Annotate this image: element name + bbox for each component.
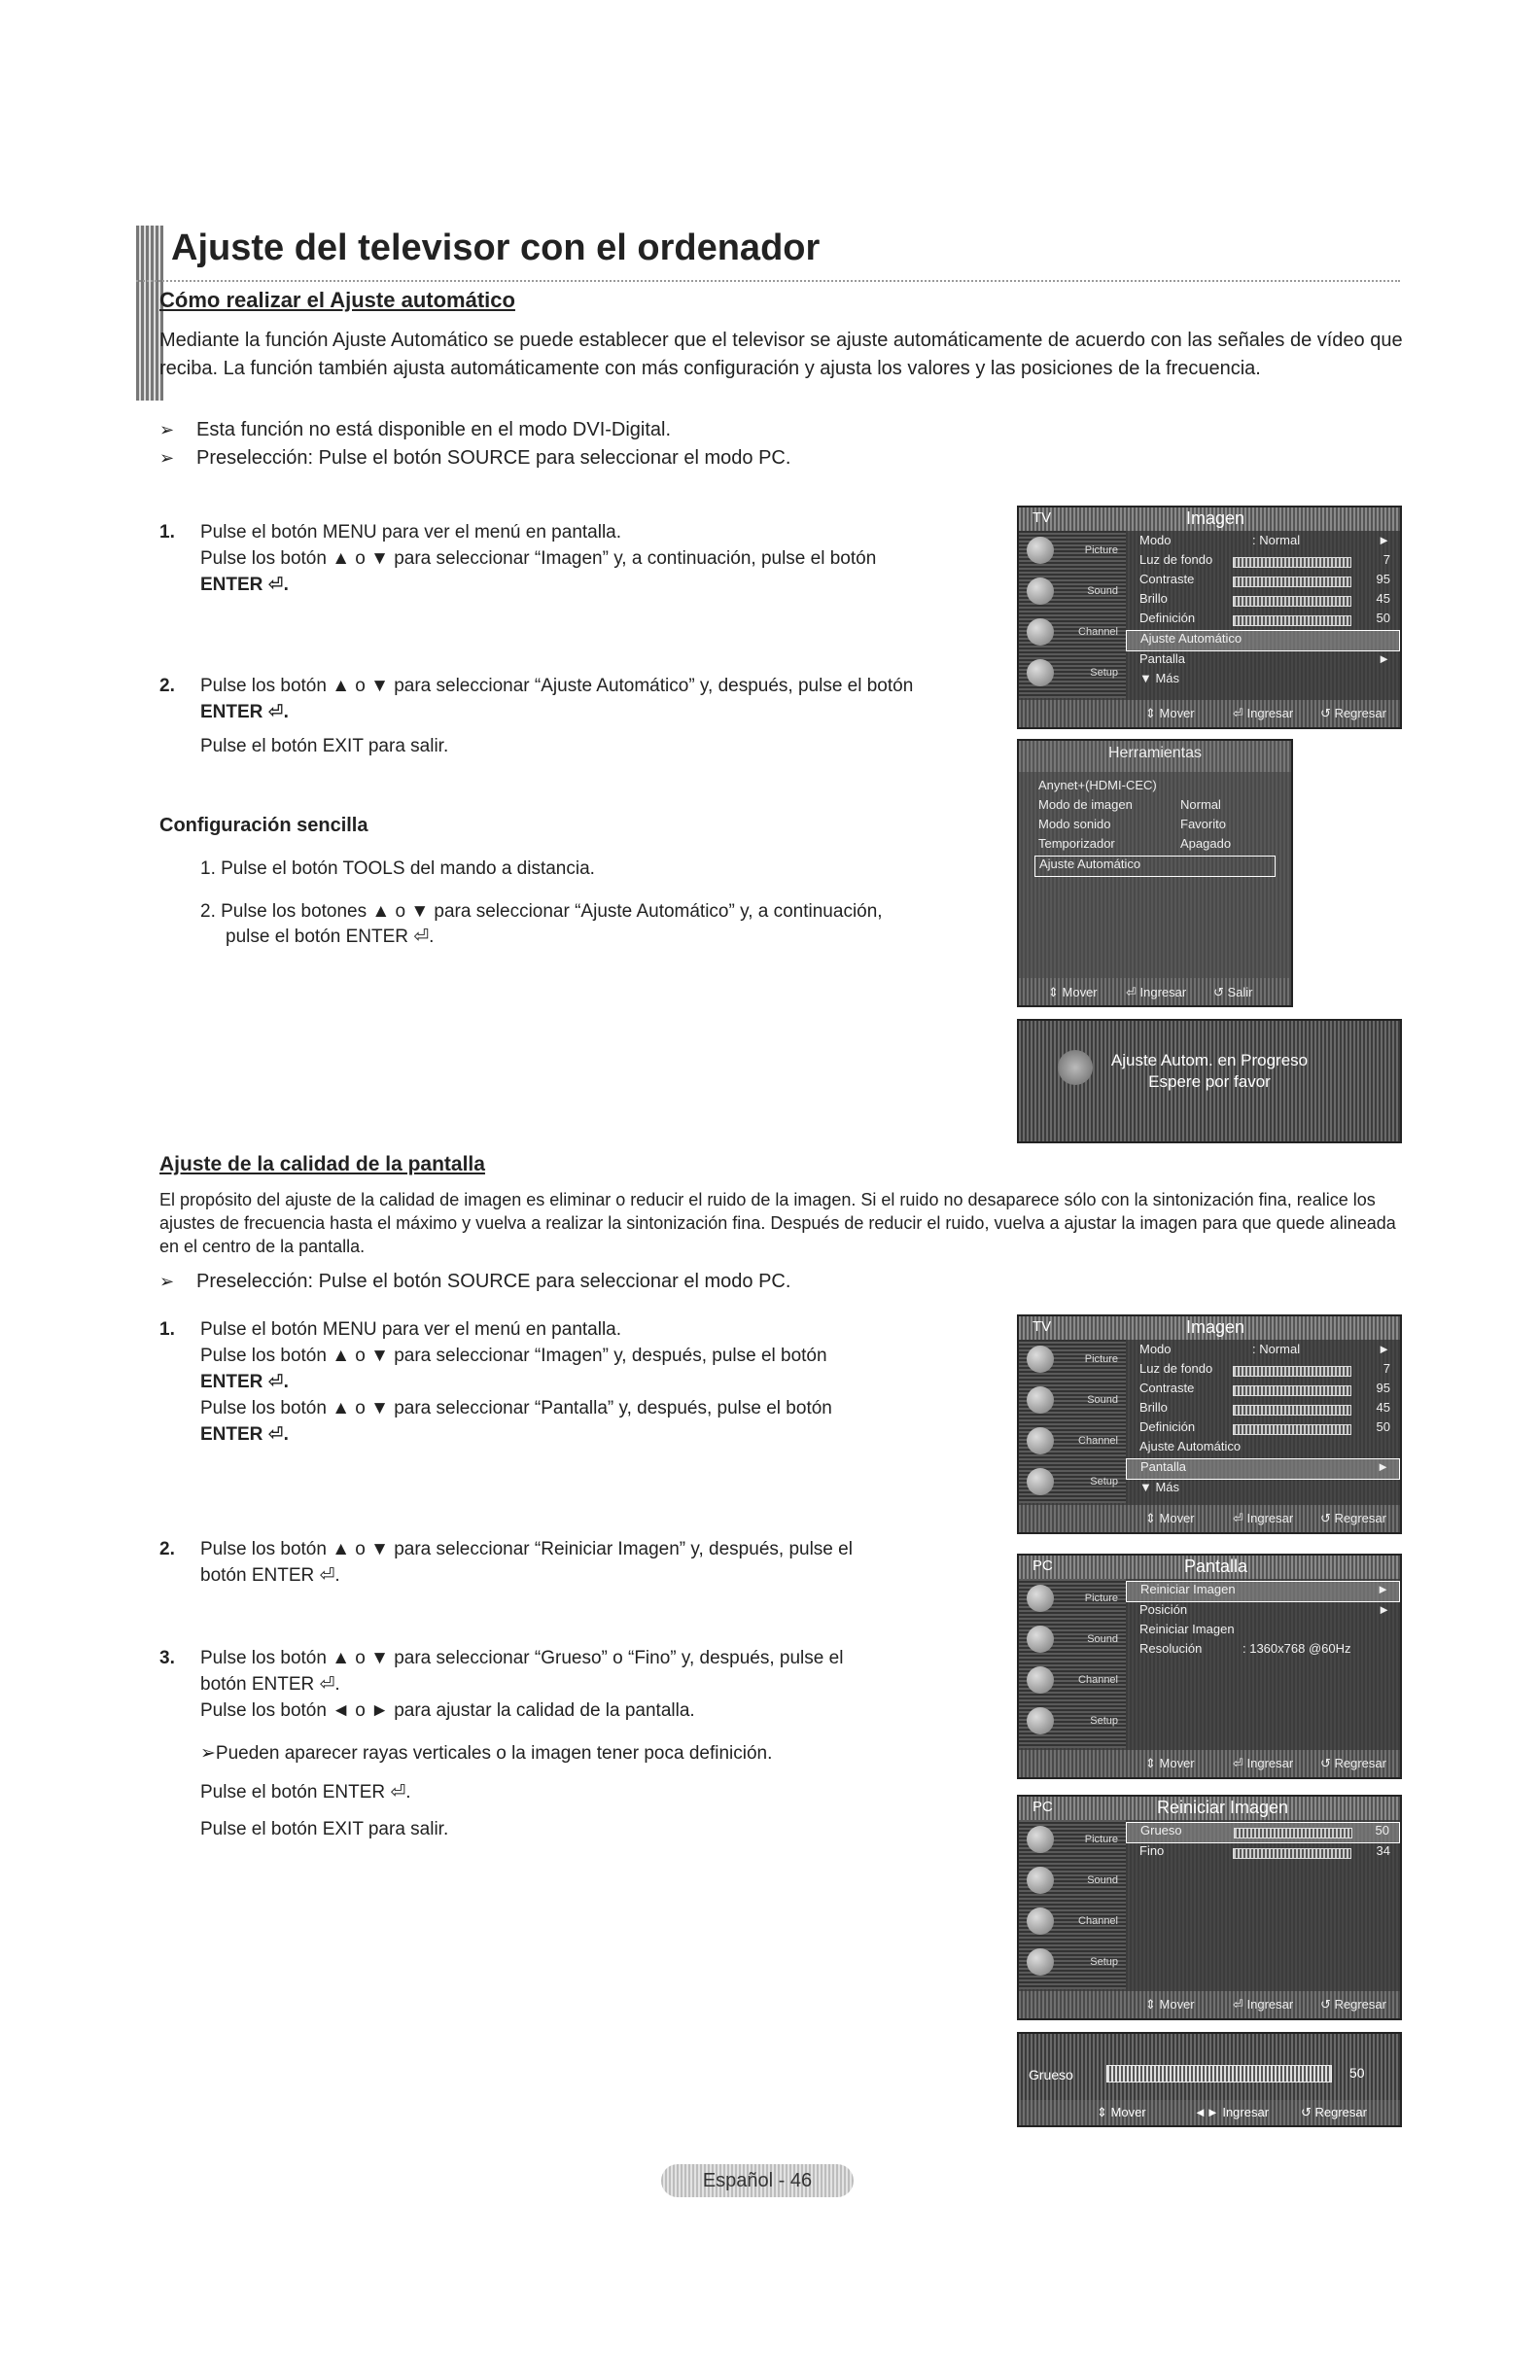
osd-pantalla: PC Pantalla Picture Sound Channel Setup Reiniciar Imagen ► Posición ► Reiniciar Imagen Resolución : 1360x768 @60Hz ⇕ Mover ⏎ Ingresar ↺ Regresar — [1017, 1554, 1402, 1779]
picture-icon — [1027, 1826, 1054, 1853]
grueso-value: 50 — [1349, 2065, 1365, 2081]
setup-icon — [1027, 659, 1054, 686]
channel-icon — [1027, 1908, 1054, 1935]
config-item-1: 1. Pulse el botón TOOLS del mando a distancia. — [200, 858, 595, 879]
osd-sidebar — [1019, 531, 1126, 698]
section1-heading: Cómo realizar el Ajuste automático — [159, 288, 515, 312]
herramientas-footer: ⇕ Mover ⏎ Ingresar ↺ Salir — [1019, 978, 1291, 1005]
osd-imagen-header: TV Imagen — [1019, 508, 1400, 531]
herramientas-title: Herramientas — [1019, 741, 1291, 772]
title-bar — [136, 226, 1400, 282]
herramientas-list — [1034, 778, 1276, 877]
setup-icon — [1027, 1468, 1054, 1495]
s2-step-1: 1. Pulse el botón MENU para ver el menú en pantalla. Pulse los botón ▲ o ▼ para seleccionar “Imagen” y, después, pulse el botón ENTER ⏎. Pulse los botón ▲ o ▼ para seleccionar “Pantalla” y, después, pulse el botón ENTER ⏎. — [159, 1319, 832, 1445]
s2-after-1: Pulse el botón ENTER ⏎. — [200, 1782, 411, 1802]
herramientas-panel — [1017, 739, 1293, 1007]
osd-row-selected: Reiniciar Imagen ► — [1126, 1581, 1400, 1602]
sound-icon — [1027, 1867, 1054, 1894]
config-heading: Configuración sencilla — [159, 815, 368, 836]
note-2: ➢ Preselección: Pulse el botón SOURCE para seleccionar el modo PC. — [159, 444, 790, 472]
tools-item: Anynet+(HDMI-CEC) — [1038, 778, 1157, 792]
osd-imagen — [1017, 506, 1402, 729]
config-item-2: 2. Pulse los botones ▲ o ▼ para seleccionar “Ajuste Automático” y, a continuación, — [200, 901, 883, 922]
picture-icon — [1027, 1346, 1054, 1373]
page-title: Ajuste del televisor con el ordenador — [171, 228, 821, 268]
sidebar-sound: Sound — [1019, 572, 1126, 612]
s2-step-2: 2. Pulse los botón ▲ o ▼ para seleccionar “Reiniciar Imagen” y, después, pulse el botón ENTER ⏎. — [159, 1539, 853, 1586]
sidebar-picture: Picture — [1019, 531, 1126, 572]
progreso-msg: Ajuste Autom. en Progreso Espere por favor — [1110, 1051, 1309, 1091]
section2-heading: Ajuste de la calidad de la pantalla — [159, 1153, 485, 1175]
tools-item: Temporizador Apagado — [1038, 836, 1232, 851]
section2-note: ➢ Preselección: Pulse el botón SOURCE para seleccionar el modo PC. — [159, 1268, 790, 1296]
osd-imagen-2: TV Imagen Picture Sound Channel Setup Modo : Normal ► Luz de fondo 7 Contraste 95 Brillo 45 Definición 50 Ajuste Automático Pantalla ► ▼ Más ⇕ Mover ⏎ Ingresar ↺ Regresar — [1017, 1314, 1402, 1534]
s2-subnote: ➢Pueden aparecer rayas verticales o la imagen tener poca definición. — [200, 1743, 773, 1764]
setup-icon — [1027, 1948, 1054, 1976]
osd-row: Luz de fondo 7 — [1139, 552, 1390, 567]
osd-row: Pantalla ► — [1139, 651, 1390, 666]
sidebar-setup: Setup — [1019, 653, 1126, 694]
grueso-label: Grueso — [1029, 2067, 1073, 2082]
note-arrow-icon: ➢ — [159, 420, 175, 440]
page-number-badge: Español - 46 — [661, 2164, 854, 2197]
osd-row: Definición 50 — [1139, 611, 1390, 625]
grueso-slider — [1106, 2065, 1332, 2082]
s1-step-1: 1. Pulse el botón MENU para ver el menú en pantalla. Pulse los botón ▲ o ▼ para seleccionar “Imagen” y, a continuación, pulse el botón ENTER ⏎. — [159, 522, 877, 595]
tools-item-selected: Ajuste Automático — [1034, 856, 1276, 877]
setup-icon — [1027, 1707, 1054, 1734]
tools-item: Modo sonido Favorito — [1038, 817, 1226, 831]
osd-row: Modo : Normal ► — [1139, 533, 1390, 547]
s2-step-3: 3. Pulse los botón ▲ o ▼ para seleccionar “Grueso” o “Fino” y, después, pulse el botón ENTER ⏎. Pulse los botón ◄ o ► para ajustar la calidad de la pantalla. — [159, 1648, 844, 1721]
s2-after-2: Pulse el botón EXIT para salir. — [200, 1819, 449, 1839]
picture-icon — [1027, 537, 1054, 564]
osd-footer: ⇕ Mover ⏎ Ingresar ↺ Regresar — [1019, 700, 1400, 727]
channel-icon — [1027, 618, 1054, 646]
s1-step-2: 2. Pulse los botón ▲ o ▼ para seleccionar “Ajuste Automático” y, después, pulse el botón ENTER ⏎. Pulse el botón EXIT para salir. — [159, 676, 914, 756]
osd-row: Brillo 45 — [1139, 591, 1390, 606]
osd-reiniciar: PC Reiniciar Imagen Picture Sound Channel Setup Grueso 50 Fino 34 ⇕ Mover ⏎ Ingresar ↺ Regresar — [1017, 1795, 1402, 2020]
osd-imagen-rows — [1126, 533, 1400, 690]
progreso-box — [1017, 1019, 1402, 1143]
osd-row: Contraste 95 — [1139, 572, 1390, 586]
note-arrow-icon: ➢ — [159, 448, 175, 469]
sound-icon — [1027, 1626, 1054, 1653]
grueso-bar — [1017, 2032, 1402, 2127]
level-bar — [1233, 596, 1351, 607]
note-arrow-icon: ➢ — [159, 1272, 175, 1292]
osd-row-selected: Ajuste Automático — [1126, 630, 1400, 651]
grueso-footer: ⇕ Mover ◄► Ingresar ↺ Regresar — [1019, 2100, 1400, 2125]
note-1: ➢ Esta función no está disponible en el modo DVI-Digital. — [159, 416, 671, 444]
section2-intro: El propósito del ajuste de la calidad de imagen es eliminar o reducir el ruido de la imagen. Si el ruido no desaparece sólo con la sintonización fina, realice los ajustes de frecuencia hasta el máximo y vuelva a realizar la sintonización fina. Después de reducir el ruido, vuelva a ajustar la imagen para que quede alineada en el centro de la pantalla. — [159, 1190, 1396, 1256]
sound-icon — [1027, 1386, 1054, 1414]
level-bar — [1233, 615, 1351, 626]
note-arrow-icon: ➢ — [200, 1743, 216, 1764]
level-bar — [1233, 577, 1351, 587]
picture-icon — [1027, 1585, 1054, 1612]
level-bar — [1233, 557, 1351, 568]
osd-row-selected: Grueso 50 — [1126, 1822, 1400, 1843]
section1-intro: Mediante la función Ajuste Automático se puede establecer que el televisor se ajuste automáticamente de acuerdo con las señales de vídeo que reciba. La función también ajusta automáticamente con más configuración y ajusta los valores y las posiciones de la frecuencia. — [159, 330, 1403, 379]
channel-icon — [1027, 1666, 1054, 1694]
tools-item: Modo de imagen Normal — [1038, 797, 1221, 812]
sidebar-channel: Channel — [1019, 612, 1126, 653]
sound-icon — [1027, 578, 1054, 605]
osd-row-selected: Pantalla ► — [1126, 1458, 1400, 1480]
osd-row: ▼ Más — [1139, 671, 1180, 685]
config-item-2b: pulse el botón ENTER ⏎. — [226, 927, 435, 947]
channel-icon — [1027, 1427, 1054, 1454]
